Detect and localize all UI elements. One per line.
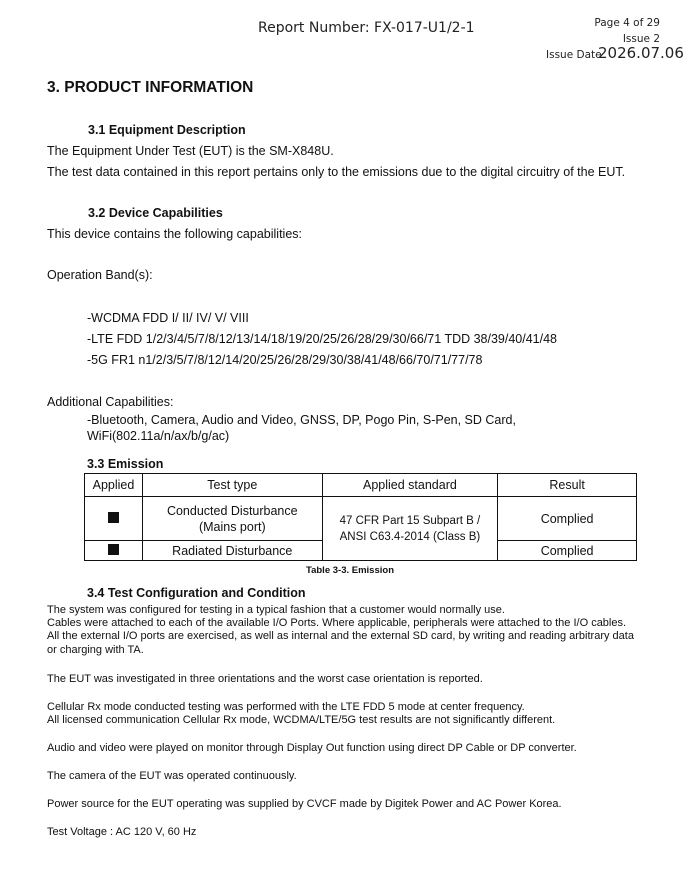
page-number: Page 4 of 29 xyxy=(594,17,660,29)
header-result: Result xyxy=(498,474,637,497)
additional-capabilities-line1: -Bluetooth, Camera, Audio and Video, GNSS, DP, Pogo Pin, S-Pen, SD Card, xyxy=(87,413,516,427)
emissions-scope-text: The test data contained in this report pertains only to the emissions due to the digital circuitry of the EUT. xyxy=(47,165,626,179)
applied-checkbox-icon xyxy=(108,512,119,523)
applied-cell xyxy=(85,541,143,561)
emission-table xyxy=(84,473,637,561)
capabilities-intro: This device contains the following capabilities: xyxy=(47,227,302,241)
config-paragraph-4: or charging with TA. xyxy=(47,644,144,656)
test-type-cell: Radiated Disturbance xyxy=(142,541,322,561)
applied-checkbox-icon xyxy=(108,544,119,555)
config-paragraph-3: All the external I/O ports are exercised, as well as internal and the external SD card, by writing and reading arbitrary data xyxy=(47,630,634,642)
test-configuration-heading: 3.4 Test Configuration and Condition xyxy=(87,586,306,600)
header-applied: Applied xyxy=(85,474,143,497)
test-type-mains-port: (Mains port) xyxy=(198,519,266,534)
section-title: 3. PRODUCT INFORMATION xyxy=(47,79,254,96)
test-voltage-paragraph: Test Voltage : AC 120 V, 60 Hz xyxy=(47,826,197,838)
band-wcdma: -WCDMA FDD I/ II/ IV/ V/ VIII xyxy=(87,311,249,325)
result-cell: Complied xyxy=(498,497,637,541)
header-test-type: Test type xyxy=(142,474,322,497)
report-number: Report Number: FX-017-U1/2-1 xyxy=(258,20,475,36)
audio-video-paragraph: Audio and video were played on monitor through Display Out function using direct DP Cable or DP converter. xyxy=(47,742,577,754)
device-capabilities-heading: 3.2 Device Capabilities xyxy=(88,206,223,220)
header-applied-standard: Applied standard xyxy=(322,474,498,497)
result-cell: Complied xyxy=(498,541,637,561)
config-paragraph-2: Cables were attached to each of the available I/O Ports. Where applicable, peripherals were attached to the I/O cables. xyxy=(47,617,627,629)
config-paragraph-1: The system was configured for testing in a typical fashion that a customer would normally use. xyxy=(47,604,505,616)
eut-model-text: The Equipment Under Test (EUT) is the SM-X848U. xyxy=(47,144,334,158)
equipment-description-heading: 3.1 Equipment Description xyxy=(88,123,246,137)
issue-number: Issue 2 xyxy=(622,33,660,45)
camera-paragraph: The camera of the EUT was operated continuously. xyxy=(47,770,297,782)
standard-line2: ANSI C63.4-2014 (Class B) xyxy=(339,530,481,543)
test-type-conducted: Conducted Disturbance xyxy=(166,503,298,518)
band-5g: -5G FR1 n1/2/3/5/7/8/12/14/20/25/26/28/29/30/38/41/48/66/70/71/77/78 xyxy=(87,353,483,367)
band-lte: -LTE FDD 1/2/3/4/5/7/8/12/13/14/18/19/20/25/26/28/29/30/66/71 TDD 38/39/40/41/48 xyxy=(87,332,558,346)
applied-standard-cell xyxy=(322,497,498,561)
cellular-rx-paragraph-1: Cellular Rx mode conducted testing was performed with the LTE FDD 5 mode at center frequency. xyxy=(47,701,525,713)
operation-bands-label: Operation Band(s): xyxy=(47,268,153,282)
issue-date-label: Issue Date xyxy=(546,49,602,61)
power-source-paragraph: Power source for the EUT operating was supplied by CVCF made by Digitek Power and AC Power Korea. xyxy=(47,798,562,810)
issue-date: 2026.07.06 xyxy=(598,44,684,62)
table-header-row xyxy=(85,474,637,497)
emission-heading: 3.3 Emission xyxy=(87,457,164,471)
table-row xyxy=(85,497,637,541)
standard-line1: 47 CFR Part 15 Subpart B / xyxy=(339,514,481,527)
test-type-cell xyxy=(142,497,322,541)
table-caption: Table 3-3. Emission xyxy=(306,565,394,576)
cellular-rx-paragraph-2: All licensed communication Cellular Rx mode, WCDMA/LTE/5G test results are not significantly different. xyxy=(47,714,556,726)
additional-capabilities-label: Additional Capabilities: xyxy=(47,395,174,409)
orientation-paragraph: The EUT was investigated in three orientations and the worst case orientation is reported. xyxy=(47,673,483,685)
applied-cell xyxy=(85,497,143,541)
additional-capabilities-line2: WiFi(802.11a/n/ax/b/g/ac) xyxy=(87,429,230,443)
